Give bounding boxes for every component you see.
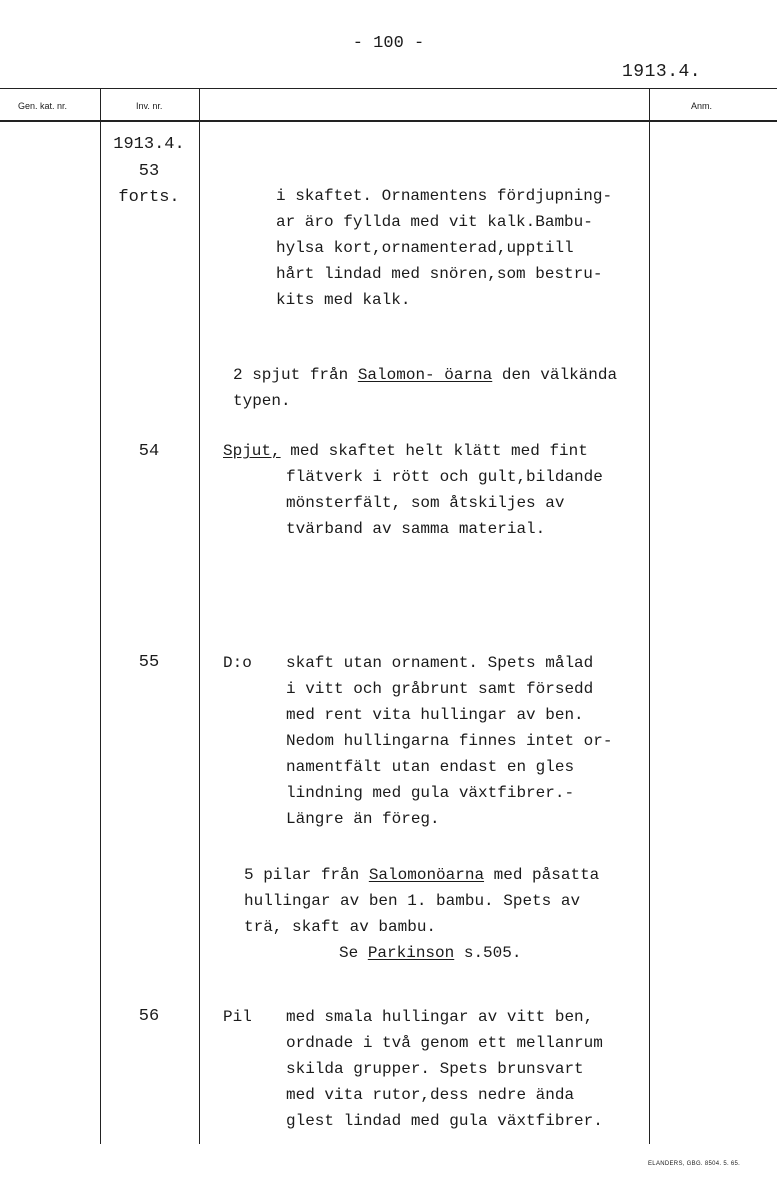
text-line (339, 940, 521, 966)
inv-number-53: 53 (138, 162, 160, 181)
entry-54-continuation (286, 464, 603, 542)
year-header: 1913.4. (622, 62, 702, 82)
col-head-anm: Anm. (691, 101, 713, 111)
arrows-intro (244, 862, 599, 940)
text-line: i skaftet. Ornamentens fördjupning- (276, 187, 613, 205)
text-line: lindning med gula växtfibrer.- (286, 784, 575, 802)
printer-imprint: ELANDERS, GBG. 8504. 5. 65. (648, 1161, 741, 1167)
reference-author: Parkinson (367, 944, 455, 962)
column-divider-1 (100, 88, 101, 1144)
text-segment: Se (339, 944, 368, 962)
text-line: med vita rutor,dess nedre ända (286, 1086, 575, 1104)
text-line: glest lindad med gula växtfibrer. (286, 1112, 603, 1130)
text-segment: med påsatta (484, 866, 600, 884)
place-name-salomonoarna: Salomonöarna (368, 866, 485, 884)
text-line: Längre än föreg. (286, 810, 440, 828)
entry-56-text (286, 1004, 603, 1134)
col-head-inv-nr: Inv. nr. (136, 101, 163, 111)
text-line: skaft utan ornament. Spets målad (286, 654, 594, 672)
text-line: mönsterfält, som åtskiljes av (286, 494, 565, 512)
text-line: hårt lindad med snören,som bestru- (276, 265, 603, 283)
entry-54-text (223, 438, 588, 464)
text-line: med rent vita hullingar av ben. (286, 706, 584, 724)
text-line: ar äro fyllda med vit kalk.Bambu- (276, 213, 593, 231)
text-segment: den välkända (492, 366, 618, 384)
text-line: hylsa kort,ornamenterad,upptill (276, 239, 574, 257)
text-line: tvärband av samma material. (286, 520, 546, 538)
text-segment: 2 spjut från (233, 366, 358, 384)
text-line: med smala hullingar av vitt ben, (286, 1008, 594, 1026)
text-segment: s.505. (454, 944, 522, 962)
text-line: skilda grupper. Spets brunsvart (286, 1060, 584, 1078)
text-line: kits med kalk. (276, 291, 411, 309)
entry-55-text (286, 650, 612, 832)
inv-number-55: 55 (138, 653, 160, 672)
header-rule-top (0, 88, 777, 89)
column-divider-3 (649, 88, 650, 1144)
text-line: trä, skaft av bambu. (244, 918, 437, 936)
col-head-gen-kat-nr: Gen. kat. nr. (18, 101, 68, 111)
column-divider-2 (199, 88, 200, 1144)
text-line: i vitt och gråbrunt samt försedd (286, 680, 594, 698)
text-segment: med skaftet helt klätt med fint (280, 442, 588, 460)
header-rule-bottom (0, 120, 777, 122)
spears-intro (233, 362, 617, 414)
reference-line (339, 940, 521, 966)
place-name-salomon: Salomon- öarna (357, 366, 493, 384)
inv-number-54: 54 (138, 442, 160, 461)
text-line: Nedom hullingarna finnes intet or- (286, 732, 613, 750)
text-line (244, 862, 599, 888)
text-line: hullingar av ben 1. bambu. Spets av (244, 892, 581, 910)
text-line (223, 438, 588, 464)
text-line: flätverk i rött och gult,bildande (286, 468, 603, 486)
text-line: typen. (233, 392, 291, 410)
inv-number-56: 56 (138, 1007, 160, 1026)
entry-keyword: Spjut, (223, 442, 281, 460)
text-line: namentfält utan endast en gles (286, 758, 575, 776)
text-segment: 5 pilar från (244, 866, 369, 884)
entry-53-text (276, 183, 612, 313)
page-number: - 100 - (352, 34, 425, 53)
text-line (233, 362, 617, 388)
entry-56-keyword: Pil (223, 1008, 252, 1026)
inv-year: 1913.4. (113, 135, 185, 154)
entry-55-keyword: D:o (223, 654, 252, 672)
inv-forts: forts. (118, 188, 180, 207)
text-line: ordnade i två genom ett mellanrum (286, 1034, 603, 1052)
